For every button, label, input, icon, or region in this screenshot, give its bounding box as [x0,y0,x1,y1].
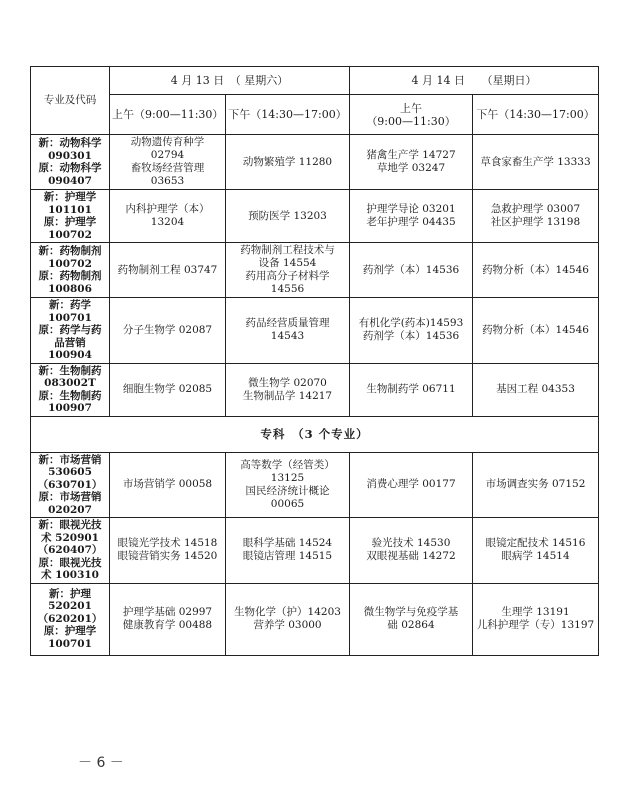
major-line: 083002T [44,377,96,389]
major-line: 530605 [48,466,92,478]
course-line: 高等数学（经管类） [240,458,335,471]
day2-morning-time: （9:00—11:30） [366,114,456,128]
major-cell [31,583,110,655]
major-line: 520201 [48,600,92,613]
day2-morning-label: 上午 [400,101,423,115]
course-line: 眼镜营销实务 14520 [117,550,218,563]
table-row [31,518,599,584]
major-line: 新：护理 [49,587,91,600]
course-cell-d1-pm [226,135,350,190]
course-line: 有机化学(药本)14593 [358,317,464,330]
table-row [31,583,599,655]
major-cell [31,298,110,364]
course-line: 草地学 03247 [376,162,446,174]
day2-morning-header [350,95,473,135]
major-line: 原：护理学 [43,216,97,228]
course-line: 健康教育学 00488 [122,619,213,631]
course-cell-d2-pm [473,518,599,584]
course-line: 细胞生物学 02085 [122,383,213,395]
major-line: 新：生物制药 [38,364,102,377]
page-number: － 6 － [78,755,124,771]
table-row [31,243,599,298]
major-cell [31,190,110,243]
day1-afternoon-header: 下午（14:30—17:00） [226,95,350,135]
course-line: 护理学基础 02997 [122,606,213,618]
course-line: 13125 [270,471,305,484]
major-line: 术 520901 [41,531,99,544]
course-cell-d2-pm [473,190,599,243]
course-line: 14556 [270,283,305,295]
course-line: 社区护理学 13198 [490,216,581,228]
course-line: 微生物学 02070 [248,376,327,389]
table-row [31,452,599,518]
course-line: 急救护理学 03007 [490,203,581,215]
course-line: 国民经济统计概论 [245,484,330,497]
major-line: 术 100310 [41,569,99,581]
course-line: 市场营销学 00058 [122,478,213,491]
course-line: 老年护理学 04435 [366,216,456,228]
course-line: 儿科护理学（专）13197 [476,619,595,631]
table-row [31,363,599,416]
course-cell-d2-am [350,190,473,243]
course-line: 营养学 03000 [253,619,322,631]
exam-schedule-table [30,66,599,656]
course-line: 眼镜店管理 14515 [242,550,333,563]
course-line: 动物遗传育种学 [130,136,205,148]
course-cell-d1-pm [226,298,350,364]
course-line: 药品经营质量管理 [245,317,330,330]
course-cell-d2-am [350,243,473,298]
day1-morning-header: 上午（9:00—11:30） [110,95,226,135]
major-line: 原：药物制剂 [38,270,102,282]
course-line: 验光技术 14530 [371,537,451,550]
course-cell-d1-am [110,452,226,518]
course-line: 础 02864 [387,619,435,631]
major-line: 100806 [48,282,92,295]
day1-header: 4 月 13 日 （ 星期六） [110,67,350,95]
table-row [31,298,599,364]
major-line: 100701 [48,311,92,324]
major-cell [31,135,110,190]
course-cell-d1-pm [226,518,350,584]
major-line: 新：药物制剂 [38,245,102,257]
day2-header: 4 月 14 日 （星期日） [350,67,599,95]
major-line: 新：护理学 [43,191,97,203]
course-cell-d2-pm [473,583,599,655]
course-line: 13204 [150,216,185,228]
section-row [31,416,599,452]
major-line: （620407） [37,544,103,556]
course-line: 03653 [150,175,185,187]
course-line: 猪禽生产学 14727 [366,149,456,161]
course-line: 00065 [270,497,305,510]
major-line: 新：眼视光技 [38,519,102,531]
major-line: 原：药学与药 [38,324,102,336]
major-line: 090407 [48,174,92,187]
course-cell-d2-am [350,518,473,584]
course-line: 药物分析（本）14546 [482,263,589,276]
course-line: 生理学 13191 [501,606,570,618]
major-line: （630701） [37,478,103,491]
zhuanke-section-title: 专科 （3 个专业） [31,416,599,452]
course-cell-d1-pm [226,243,350,298]
major-line: 101101 [48,203,92,216]
course-line: 药剂学（本）14536 [362,330,460,343]
major-line: 原：眼视光技 [38,556,102,569]
course-cell-d2-pm [473,243,599,298]
course-cell-d2-pm [473,135,599,190]
course-line: 眼镜定配技术 14516 [485,537,586,550]
major-cell [31,452,110,518]
course-line: 护理学导论 03201 [366,203,456,215]
major-line: 020207 [48,503,92,516]
course-cell-d2-pm [473,452,599,518]
course-cell-d1-pm [226,452,350,518]
major-line: 新：药学 [49,299,91,311]
course-cell-d1-am [110,518,226,584]
major-line: （620201） [37,612,103,625]
course-line: 药物制剂工程技术与 [240,244,335,256]
course-cell-d2-am [350,583,473,655]
course-line: 药用高分子材料学 [245,270,330,282]
course-line: 药物制剂工程 03747 [117,263,218,276]
course-cell-d1-am [110,298,226,364]
course-line: 生物制品学 14217 [242,389,333,402]
table-row [31,135,599,190]
major-line: 100702 [48,228,92,241]
course-cell-d2-am [350,363,473,416]
course-line: 分子生物学 02087 [122,323,213,336]
course-line: 动物繁殖学 11280 [242,155,333,168]
major-line: 100701 [48,637,92,650]
course-cell-d2-am [350,135,473,190]
major-cell [31,518,110,584]
course-line: 内科护理学（本） [125,203,210,215]
course-line: 基因工程 04353 [496,383,575,395]
course-line: 生物制药学 06711 [366,383,456,395]
course-line: 微生物学与免疫学基 [363,606,459,618]
course-cell-d1-pm [226,363,350,416]
course-line: 眼病学 14514 [501,550,570,563]
course-line: 草食家畜生产学 13333 [480,155,591,168]
course-line: 02794 [150,149,185,161]
major-line: 100904 [48,349,92,361]
course-line: 药剂学（本）14536 [362,263,460,276]
course-cell-d2-am [350,298,473,364]
course-cell-d1-am [110,243,226,298]
major-cell [31,363,110,416]
major-line: 原：市场营销 [38,491,102,503]
major-column-header: 专业及代码 [31,67,110,135]
major-line: 原：护理学 [43,625,97,638]
major-line: 原：动物科学 [38,162,102,174]
course-cell-d1-am [110,190,226,243]
course-cell-d1-am [110,135,226,190]
course-cell-d1-pm [226,190,350,243]
course-cell-d1-am [110,363,226,416]
course-cell-d2-am [350,452,473,518]
major-line: 原：生物制药 [38,389,102,402]
course-line: 药物分析（本）14546 [482,323,589,336]
course-line: 消费心理学 00177 [366,478,456,491]
course-line: 眼科学基础 14524 [242,537,333,550]
major-cell [31,243,110,298]
course-line: 生物化学（护）14203 [234,606,341,618]
course-cell-d2-pm [473,298,599,364]
major-line: 100702 [48,257,92,270]
major-line: 100907 [48,402,92,414]
course-line: 畜牧场经营管理 [130,162,205,174]
course-line: 预防医学 13203 [248,209,327,222]
course-line: 眼镜光学技术 14518 [117,537,218,550]
course-line: 双眼视基础 14272 [366,550,456,563]
major-line: 新：市场营销 [38,453,102,466]
course-cell-d2-pm [473,363,599,416]
major-line: 品营销 [54,336,86,349]
course-line: 设备 14554 [258,257,317,269]
table-row [31,190,599,243]
major-line: 新：动物科学 [38,137,102,149]
course-line: 14543 [270,330,305,343]
course-cell-d1-am [110,583,226,655]
course-line: 市场调查实务 07152 [485,478,586,491]
major-line: 090301 [48,149,92,162]
day2-afternoon-header: 下午（14:30—17:00） [473,95,599,135]
course-cell-d1-pm [226,583,350,655]
